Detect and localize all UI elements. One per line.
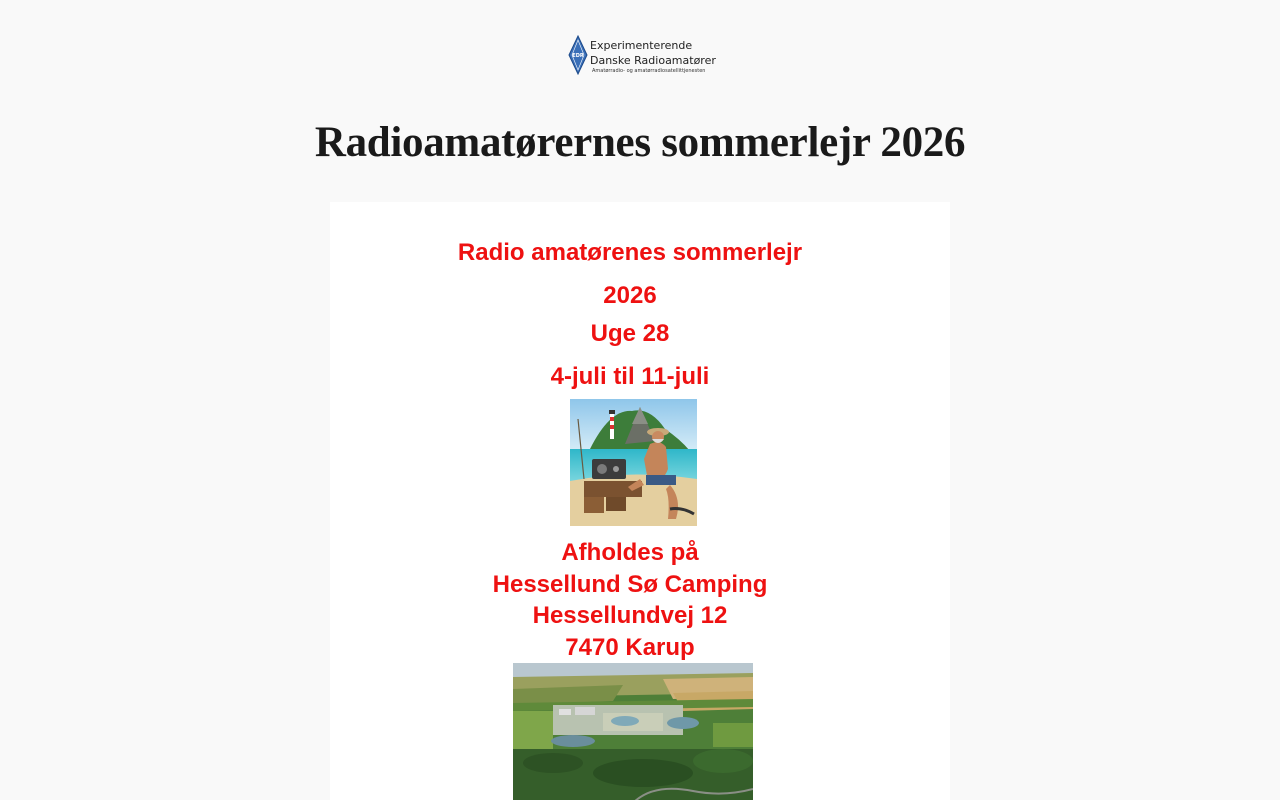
poster-venue: Hessellund Sø Camping [492, 571, 768, 598]
site-logo[interactable] [568, 34, 718, 78]
event-poster [330, 202, 950, 800]
poster-dates: 4-juli til 11-juli [550, 363, 710, 390]
logo-line2: Danske Radioamatører [590, 54, 716, 67]
campsite-aerial-photo [513, 663, 753, 800]
page-title: Radioamatørernes sommerlejr 2026 [314, 119, 966, 166]
poster-week: Uge 28 [590, 320, 670, 347]
logo-tagline: Amatørradio- og amatørradiosatellittjenesten [592, 68, 706, 74]
poster-year: 2026 [603, 282, 657, 309]
radio-operator-illustration [570, 399, 697, 526]
poster-city: 7470 Karup [565, 634, 695, 661]
poster-heading: Radio amatørenes sommerlejr [457, 239, 803, 266]
logo-line1: Experimenterende [590, 39, 693, 52]
poster-street: Hessellundvej 12 [532, 602, 728, 629]
edr-emblem-icon [568, 35, 588, 75]
emblem-text: EDR [572, 53, 584, 59]
poster-held-at: Afholdes på [561, 539, 699, 566]
